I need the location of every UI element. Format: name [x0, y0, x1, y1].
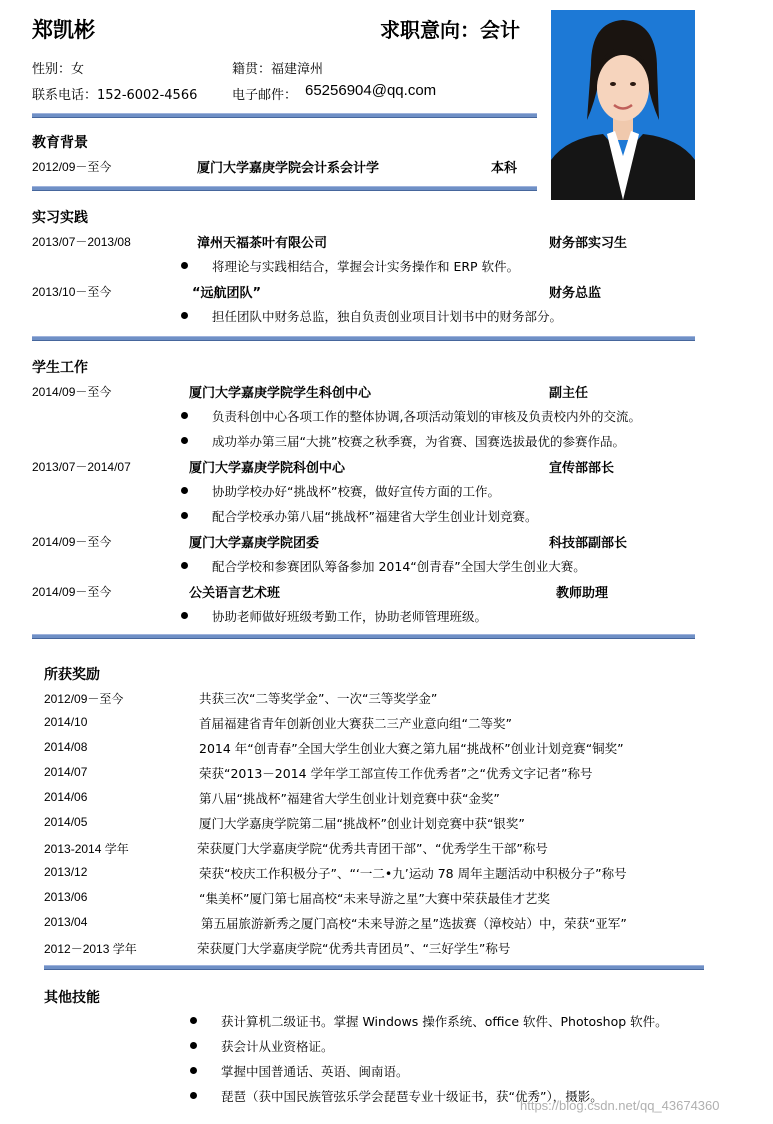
bullet-icon	[181, 437, 188, 444]
skill-item: 获计算机二级证书。掌握 Windows 操作系统、office 软件、Photoshop 软件。	[221, 1014, 668, 1029]
work-bullet: 协助学校办好“挑战杯”校赛，做好宣传方面的工作。	[212, 484, 500, 499]
work-role: 副主任	[549, 386, 589, 401]
work-org: 公关语言艺术班	[189, 586, 281, 601]
internship-role: 财务部实习生	[549, 236, 628, 251]
education-school: 厦门大学嘉庚学院会计系会计学	[197, 161, 380, 176]
bullet-icon	[181, 487, 188, 494]
education-date: 2012/09－至今	[32, 160, 112, 174]
award-date: 2014/07	[44, 765, 88, 779]
award-date: 2014/05	[44, 815, 88, 829]
bullet-icon	[181, 512, 188, 519]
divider-internship	[32, 336, 695, 341]
divider-education	[32, 186, 537, 191]
internship-org: 漳州天福茶叶有限公司	[197, 236, 328, 251]
award-text: 第八届“挑战杯”福建省大学生创业计划竞赛中获“金奖”	[199, 791, 500, 806]
watermark: https://blog.csdn.net/qq_43674360	[520, 1098, 720, 1113]
award-text: 荣获“2013－2014 学年学工部宣传工作优秀者”之“优秀文字记者”称号	[199, 766, 593, 781]
work-bullet: 配合学校承办第八届“挑战杯”福建省大学生创业计划竞赛。	[212, 509, 538, 524]
bullet-icon	[190, 1017, 197, 1024]
candidate-name: 郑凯彬	[32, 17, 95, 42]
work-org: 厦门大学嘉庚学院科创中心	[189, 461, 346, 476]
award-date: 2013/12	[44, 865, 88, 879]
hometown: 籍贯：福建漳州	[232, 62, 324, 77]
bullet-icon	[181, 612, 188, 619]
skills-title: 其他技能	[44, 990, 100, 1006]
internship-date: 2013/07－2013/08	[32, 235, 131, 249]
award-text: 2014 年“创青春”全国大学生创业大赛之第九届“挑战杯”创业计划竞赛“铜奖”	[199, 741, 624, 756]
email-label: 电子邮件：	[232, 88, 298, 103]
internship-bullet: 将理论与实践相结合，掌握会计实务操作和 ERP 软件。	[212, 259, 520, 274]
work-date: 2014/09－至今	[32, 385, 112, 399]
bullet-icon	[190, 1067, 197, 1074]
award-date: 2013-2014 学年	[44, 842, 129, 856]
internship-title: 实习实践	[32, 210, 88, 226]
skill-item: 琵琶（获中国民族管弦乐学会琵琶专业十级证书，获“优秀”），摄影。	[221, 1089, 603, 1104]
work-date: 2013/07－2014/07	[32, 460, 131, 474]
internship-role: 财务总监	[549, 286, 602, 301]
bullet-icon	[181, 262, 188, 269]
work-org: 厦门大学嘉庚学院学生科创中心	[189, 386, 372, 401]
award-text: 第五届旅游新秀之厦门高校“未来导游之星”选拔赛（漳校站）中，荣获“亚军”	[201, 916, 627, 931]
award-text: 共获三次“二等奖学金”、一次“三等奖学金”	[199, 691, 438, 706]
bullet-icon	[181, 562, 188, 569]
work-bullet: 配合学校和参赛团队筹备参加 2014“创青春”全国大学生创业大赛。	[212, 559, 586, 574]
work-role: 教师助理	[556, 586, 609, 601]
student-work-title: 学生工作	[32, 360, 88, 376]
internship-org: “远航团队”	[192, 286, 262, 301]
award-date: 2012－2013 学年	[44, 942, 137, 956]
award-date: 2014/10	[44, 715, 88, 729]
award-text: 荣获厦门大学嘉庚学院“优秀共青团干部”、“优秀学生干部”称号	[197, 841, 548, 856]
job-objective: 求职意向：会计	[380, 18, 520, 42]
work-org: 厦门大学嘉庚学院团委	[189, 536, 320, 551]
internship-bullet: 担任团队中财务总监，独自负责创业项目计划书中的财务部分。	[212, 309, 563, 324]
award-text: “集美杯”厦门第七届高校“未来导游之星”大赛中荣获最佳才艺奖	[199, 891, 550, 906]
bullet-icon	[190, 1042, 197, 1049]
work-bullet: 成功举办第三届“大挑”校赛之秋季赛，为省赛、国赛选拔最优的参赛作品。	[212, 434, 625, 449]
profile-photo	[551, 10, 695, 200]
award-date: 2014/06	[44, 790, 88, 804]
award-text: 荣获厦门大学嘉庚学院“优秀共青团员”、“三好学生”称号	[197, 941, 511, 956]
bullet-icon	[181, 312, 188, 319]
award-text: 厦门大学嘉庚学院第二届“挑战杯”创业计划竞赛中获“银奖”	[199, 816, 525, 831]
skill-item: 掌握中国普通话、英语、闽南语。	[221, 1064, 409, 1079]
award-text: 荣获“校庆工作积极分子”、“‘一二•九’运动 78 周年主题活动中积极分子”称号	[199, 866, 627, 881]
work-date: 2014/09－至今	[32, 585, 112, 599]
work-role: 宣传部部长	[549, 461, 615, 476]
bullet-icon	[190, 1092, 197, 1099]
work-bullet: 协助老师做好班级考勤工作，协助老师管理班级。	[212, 609, 488, 624]
work-bullet: 负责科创中心各项工作的整体协调,各项活动策划的审核及负责校内外的交流。	[212, 409, 641, 424]
email-value: 65256904@qq.com	[305, 82, 437, 99]
award-date: 2012/09－至今	[44, 692, 124, 706]
gender: 性别：女	[32, 62, 85, 77]
awards-title: 所获奖励	[44, 667, 100, 683]
education-degree: 本科	[491, 161, 518, 176]
award-text: 首届福建省青年创新创业大赛获二三产业意向组“二等奖”	[199, 716, 512, 731]
divider-header	[32, 113, 537, 118]
phone: 联系电话：152-6002-4566	[32, 88, 198, 103]
award-date: 2013/06	[44, 890, 88, 904]
divider-student-work	[32, 634, 695, 639]
education-title: 教育背景	[32, 135, 88, 151]
work-role: 科技部副部长	[549, 536, 628, 551]
bullet-icon	[181, 412, 188, 419]
award-date: 2014/08	[44, 740, 88, 754]
divider-awards	[44, 965, 704, 970]
internship-date: 2013/10－至今	[32, 285, 112, 299]
work-date: 2014/09－至今	[32, 535, 112, 549]
skill-item: 获会计从业资格证。	[221, 1039, 334, 1054]
award-date: 2013/04	[44, 915, 88, 929]
